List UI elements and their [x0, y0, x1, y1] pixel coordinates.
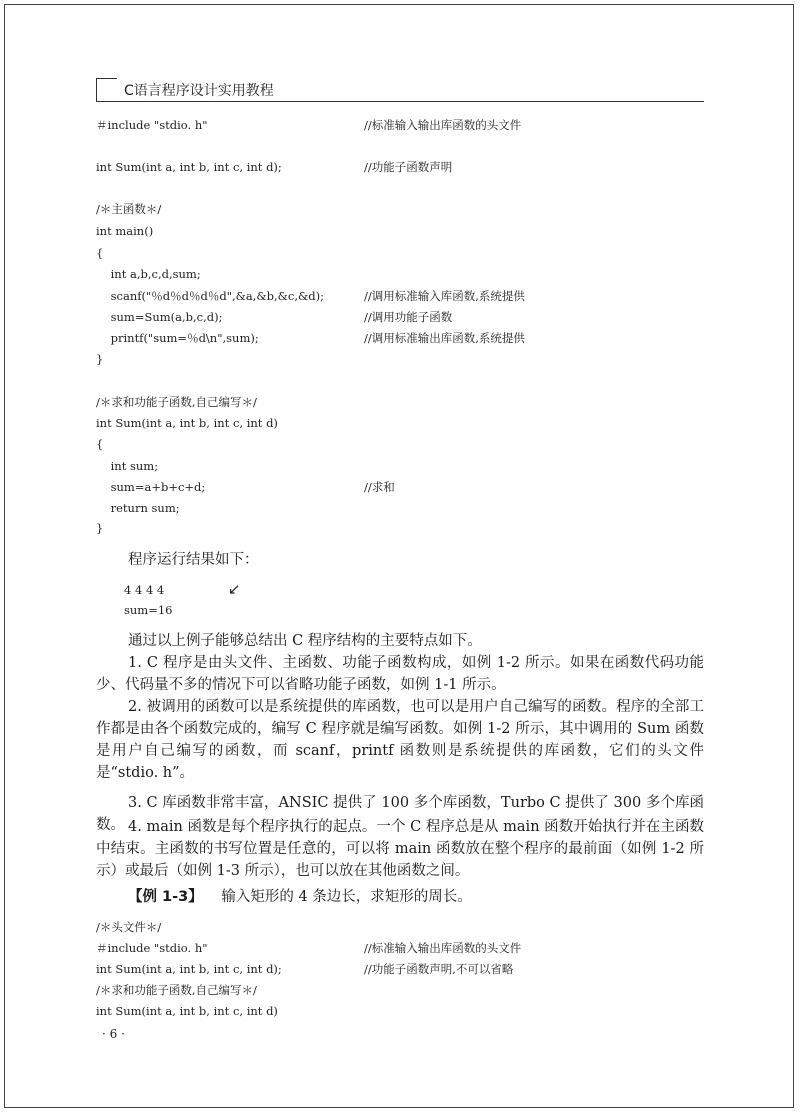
page-number: · 6 · [102, 1027, 125, 1041]
code-line: ＃include "stdio. h" [96, 941, 208, 955]
code-line: /＊头文件＊/ [96, 920, 162, 934]
code-line: /＊求和功能子函数,自己编写＊/ [96, 395, 257, 409]
code-comment: //调用标准输出库函数,系统提供 [364, 331, 525, 345]
code-line: printf("sum=％d\n",sum); [96, 331, 259, 345]
code-line: scanf("％d％d％d％d",&a,&b,&c,&d); [96, 289, 324, 303]
paragraph-point-3: 3. C 库函数非常丰富，ANSIC 提供了 100 多个库函数，Turbo C 提供了 300 多个库函数。 [96, 795, 704, 833]
result-heading: 程序运行结果如下： [128, 552, 259, 568]
paragraph-point-4: 4. main 函数是每个程序执行的起点。一个 C 程序总是从 main 函数开始执行并在主函数中结束。主函数的书写位置是任意的，可以将 main 函数放在整个程序的最前面（如例 1-2 所示）或最后（如例 1-3 所示），也可以放在其他函数之间。 [96, 819, 704, 879]
code-comment: //标准输入输出库函数的头文件 [364, 118, 522, 132]
code-comment: //求和 [364, 480, 395, 494]
code-comment: //调用标准输入库函数,系统提供 [364, 289, 525, 303]
code-line: return sum; [96, 501, 180, 515]
code-line: int Sum(int a, int b, int c, int d) [96, 1004, 278, 1018]
code-comment: //标准输入输出库函数的头文件 [364, 941, 522, 955]
code-line: } [96, 521, 104, 535]
example-text: 输入矩形的 4 条边长，求矩形的周长。 [221, 889, 472, 905]
code-comment: //调用功能子函数 [364, 310, 453, 324]
code-line: { [96, 246, 104, 260]
result-input-line: 4 4 4 4 [124, 583, 165, 597]
header-rule [96, 101, 704, 102]
code-comment: //功能子函数声明 [364, 160, 453, 174]
enter-arrow-icon: ↙ [228, 580, 241, 598]
header-corner-mark [96, 78, 117, 101]
paragraph-point-2: 2. 被调用的函数可以是系统提供的库函数，也可以是用户自己编写的函数。程序的全部工作都是由各个函数完成的，编写 C 程序就是编写函数。如例 1-2 所示，其中调用的 Sum 函数是用户自己编写的函数，而 scanf，printf 函数则是系统提供的库函数，它们的头文件是“stdio. h”。 [96, 699, 704, 781]
code-line: int sum; [96, 459, 159, 473]
example-label: 【例 1-3】 [128, 889, 203, 905]
running-header-title: C语言程序设计实用教程 [124, 83, 274, 99]
code-line: } [96, 352, 104, 366]
example-heading [128, 886, 736, 908]
code-line: /＊求和功能子函数,自己编写＊/ [96, 983, 257, 997]
paragraph-summary: 通过以上例子能够总结出 C 程序结构的主要特点如下。 [128, 633, 482, 649]
code-line: int Sum(int a, int b, int c, int d); [96, 160, 282, 174]
code-comment: //功能子函数声明,不可以省略 [364, 962, 514, 976]
paragraph-point-1: 1. C 程序是由头文件、主函数、功能子函数构成，如例 1-2 所示。如果在函数代码功能少、代码量不多的情况下可以省略功能子函数，如例 1-1 所示。 [96, 655, 704, 693]
code-line: ＃include "stdio. h" [96, 118, 208, 132]
code-line: int a,b,c,d,sum; [96, 267, 201, 281]
code-line: sum=Sum(a,b,c,d); [96, 310, 223, 324]
code-line: /＊主函数＊/ [96, 202, 162, 216]
code-line: int main() [96, 224, 154, 238]
code-line: int Sum(int a, int b, int c, int d) [96, 416, 278, 430]
code-line: sum=a+b+c+d; [96, 480, 206, 494]
result-output-line: sum=16 [124, 603, 173, 617]
code-line: { [96, 437, 104, 451]
code-line: int Sum(int a, int b, int c, int d); [96, 962, 282, 976]
